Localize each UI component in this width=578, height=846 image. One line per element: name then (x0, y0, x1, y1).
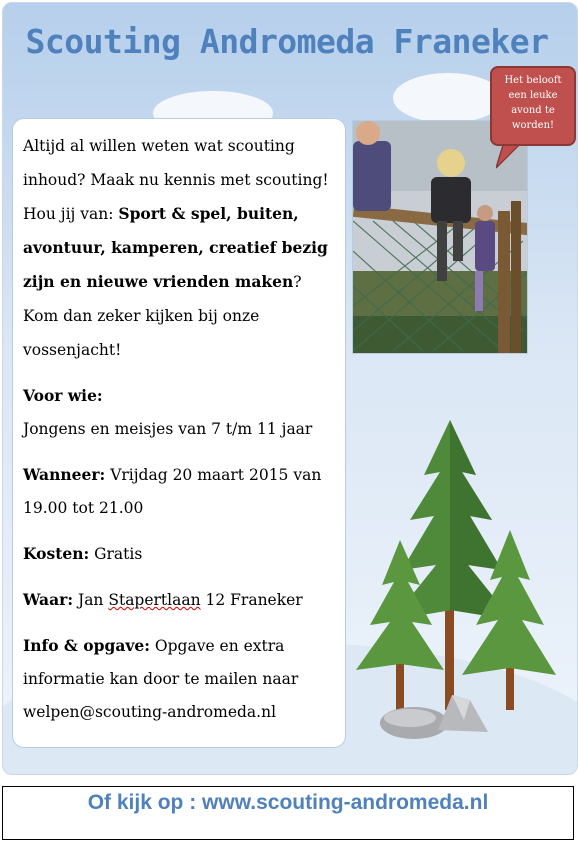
info-label: Info & opgave: (23, 636, 150, 655)
kosten-line (23, 537, 335, 571)
intro-paragraph (23, 129, 335, 367)
waar-line (23, 583, 335, 617)
voor-wie-value: Jongens en meisjes van 7 t/m 11 jaar (23, 420, 313, 438)
waar-value-prefix: Jan (73, 591, 109, 609)
wanneer-line (23, 458, 335, 525)
intro-end-text: ? Kom dan zeker kijken bij onze vossenjacht! (23, 273, 302, 359)
cloud (393, 73, 503, 123)
speech-callout: Het belooft een leuke avond te worden! (490, 66, 576, 146)
info-panel (12, 118, 346, 748)
kosten-value: Gratis (89, 545, 143, 563)
website-footer: Of kijk op : www.scouting-andromeda.nl (2, 786, 574, 840)
waar-label: Waar: (23, 590, 74, 609)
intro-bold-text: Sport & spel, buiten, avontuur, kamperen, creatief bezig zijn en nieuwe vrienden maken (23, 204, 328, 291)
waar-value-street: Stapertlaan (108, 591, 201, 609)
voor-wie-label: Voor wie: (23, 386, 103, 405)
info-line (23, 629, 335, 729)
wanneer-label: Wanneer: (23, 465, 106, 484)
waar-value-suffix: 12 Franeker (200, 591, 303, 609)
callout-tail (496, 142, 526, 170)
wanneer-value: Vrijdag 20 maart 2015 van 19.00 tot 21.00 (23, 466, 322, 517)
page-title: Scouting Andromeda Franeker (25, 22, 549, 61)
info-value: Opgave en extra informatie kan door te mailen naar welpen@scouting-andromeda.nl (23, 637, 299, 721)
kosten-label: Kosten: (23, 544, 90, 563)
pine-trees-illustration (352, 420, 562, 740)
intro-text: Altijd al willen weten wat scouting inhoud? Maak nu kennis met scouting! Hou jij van: (23, 137, 329, 223)
